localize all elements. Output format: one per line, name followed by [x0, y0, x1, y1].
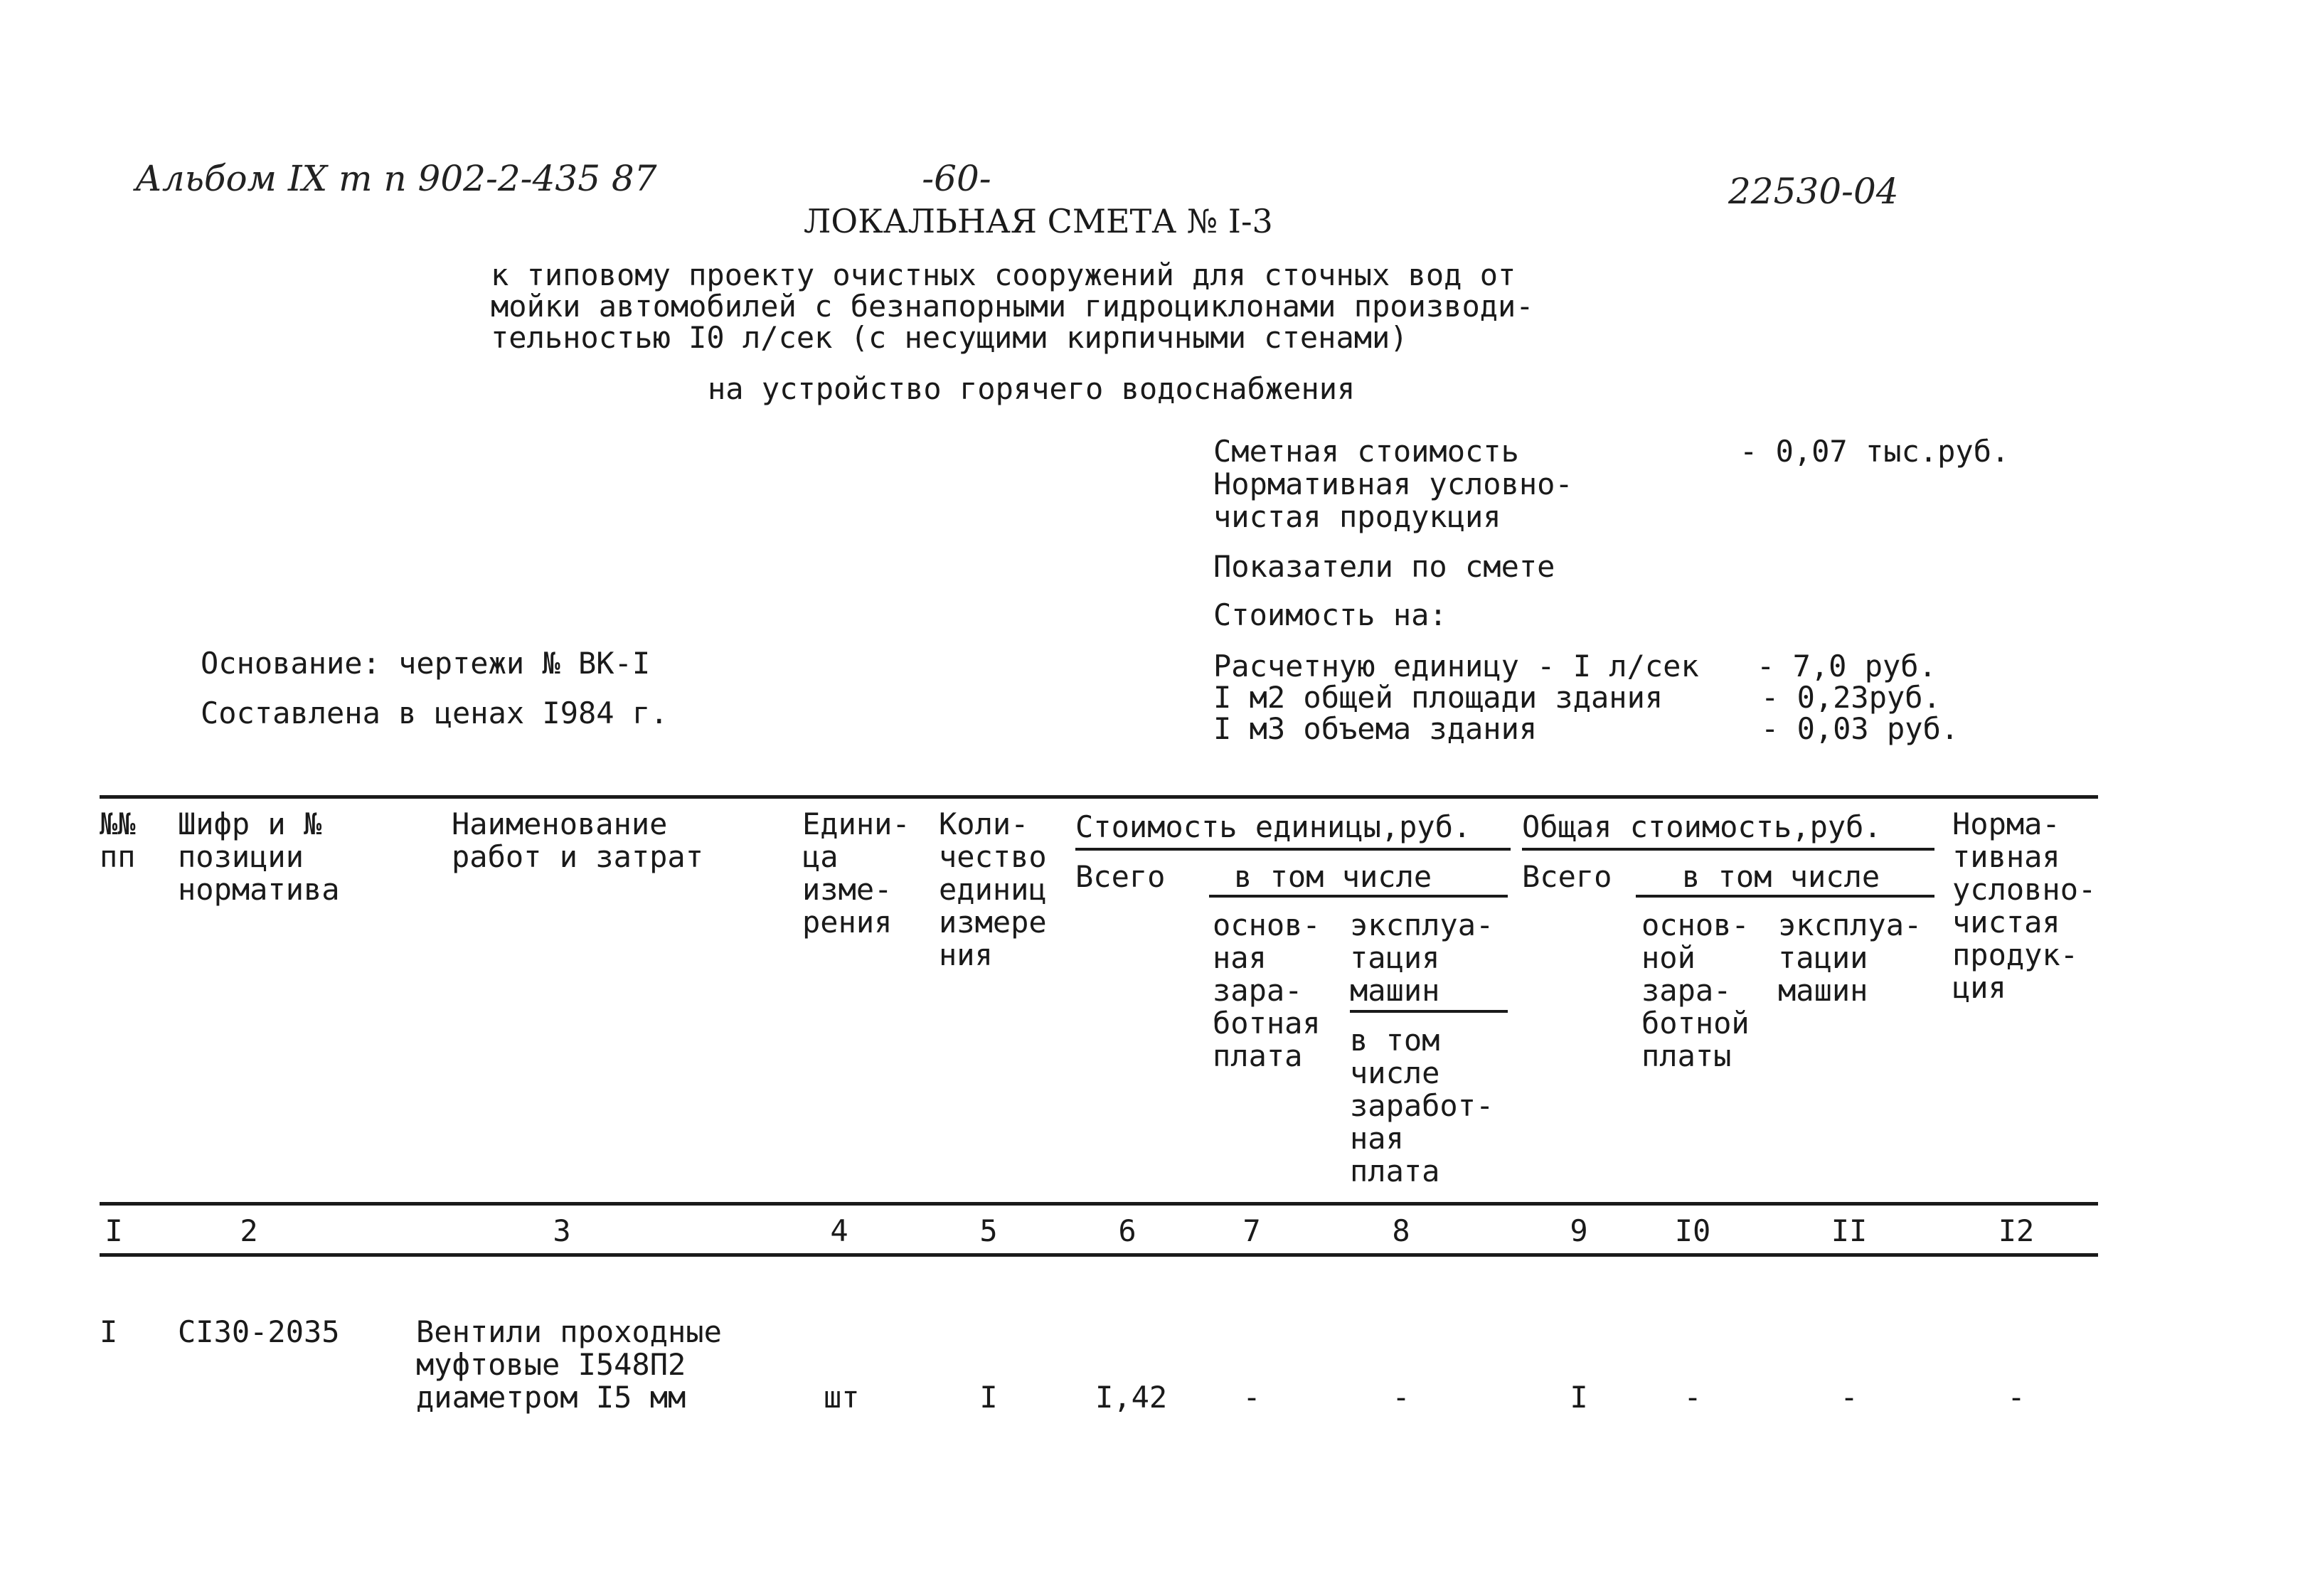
header-unit-incl: в том числе: [1234, 859, 1432, 894]
column-number-12: I2: [1998, 1213, 2035, 1248]
row-1-unit: шт: [824, 1380, 860, 1415]
row-1-code: CI30-2035: [178, 1314, 340, 1349]
row-1-total-wage: -: [1683, 1380, 1702, 1415]
header-total-wage: основ- ной зара- ботной платы: [1641, 908, 1750, 1073]
subtitle-line-2: мойки автомобилей с безнапорными гидроциклонами производи-: [491, 289, 1534, 324]
estimate-purpose: на устройство горячего водоснабжения: [708, 371, 1356, 406]
indicators-label: Показатели по смете: [1213, 549, 1555, 584]
column-number-6: 6: [1118, 1213, 1137, 1248]
cost-on-label: Стоимость на:: [1213, 597, 1447, 632]
column-numbers-rule: [100, 1253, 2098, 1257]
header-total-total: Всего: [1522, 859, 1612, 894]
header-quantity: Коли- чество единиц измере ния: [939, 807, 1047, 972]
header-unit-machines-wage: в том числе заработ- ная плата: [1350, 1023, 1494, 1188]
estimated-cost-label: Сметная стоимость: [1213, 434, 1519, 469]
row-1-name: Вентили проходные муфтовые I548П2 диаметром I5 мм: [416, 1314, 722, 1415]
column-number-2: 2: [240, 1213, 258, 1248]
volume-cost-label: I м3 объема здания: [1213, 711, 1538, 746]
header-unit: Едини- ца изме- рения: [802, 807, 910, 940]
header-bottom-rule: [100, 1202, 2098, 1206]
normative-label-line-1: Нормативная условно-: [1213, 467, 1573, 501]
unit-cost-value: - 7,0 руб.: [1757, 649, 1937, 683]
column-number-8: 8: [1392, 1213, 1410, 1248]
page-number: -60-: [922, 158, 991, 199]
subtitle-line-1: к типовому проекту очистных сооружений для сточных вод от: [491, 257, 1516, 292]
total-cost-group-underline: [1522, 848, 1934, 851]
row-1-total: I: [1570, 1380, 1588, 1415]
column-number-3: 3: [553, 1213, 571, 1248]
column-number-1: I: [105, 1213, 123, 1248]
header-total-machines: эксплуа- тации машин: [1778, 908, 1922, 1008]
header-row-number: №№ пп: [100, 807, 136, 874]
album-reference: Альбом IX т п 902-2-435 87: [135, 158, 657, 199]
incl-1-underline: [1209, 895, 1508, 898]
row-1-quantity: I: [979, 1380, 998, 1415]
header-unit-total: Всего: [1075, 859, 1166, 894]
table-top-rule: [100, 795, 2098, 799]
document-code: 22530-04: [1728, 171, 1899, 212]
document-title: ЛОКАЛЬНАЯ СМЕТА № I-3: [804, 202, 1273, 240]
estimated-cost-value: - 0,07 тыс.руб.: [1740, 434, 2010, 469]
area-cost-value: - 0,23руб.: [1761, 680, 1941, 715]
header-unit-wage: основ- ная зара- ботная плата: [1213, 908, 1321, 1073]
header-unit-machines: эксплуа- тация машин: [1350, 908, 1494, 1008]
header-total-cost-group: Общая стоимость,руб.: [1522, 809, 1882, 844]
header-code: Шифр и № позиции норматива: [178, 807, 340, 907]
row-1-normative: -: [2007, 1380, 2026, 1415]
normative-label-line-2: чистая продукция: [1213, 499, 1501, 534]
row-1-unit-wage: -: [1242, 1380, 1261, 1415]
row-1-unit-machines: -: [1392, 1380, 1410, 1415]
area-cost-label: I м2 общей площади здания: [1213, 680, 1664, 715]
column-number-11: II: [1831, 1213, 1868, 1248]
unit-cost-label: Расчетную единицу - I л/сек: [1213, 649, 1699, 683]
column-number-5: 5: [979, 1213, 998, 1248]
header-total-incl: в том числе: [1682, 859, 1880, 894]
prices-line: Составлена в ценах I984 г.: [201, 696, 669, 730]
column-number-10: I0: [1674, 1213, 1711, 1248]
incl-2-underline: [1636, 895, 1934, 898]
volume-cost-value: - 0,03 руб.: [1761, 711, 1959, 746]
header-unit-cost-group: Стоимость единицы,руб.: [1075, 809, 1471, 844]
row-1-unit-total: I,42: [1095, 1380, 1168, 1415]
column-number-7: 7: [1242, 1213, 1261, 1248]
header-name: Наименование работ и затрат: [452, 807, 704, 874]
basis-line: Основание: чертежи № ВК-I: [201, 646, 651, 681]
header-normative: Норма- тивная условно- чистая продук- ция: [1952, 807, 2097, 1005]
unit-cost-group-underline: [1075, 848, 1511, 851]
row-1-number: I: [100, 1314, 118, 1349]
column-number-4: 4: [830, 1213, 848, 1248]
column-number-9: 9: [1570, 1213, 1588, 1248]
subtitle-line-3: тельностью I0 л/сек (с несущими кирпичными стенами): [491, 320, 1408, 355]
row-1-total-machines: -: [1840, 1380, 1858, 1415]
machines-underline: [1350, 1010, 1508, 1013]
